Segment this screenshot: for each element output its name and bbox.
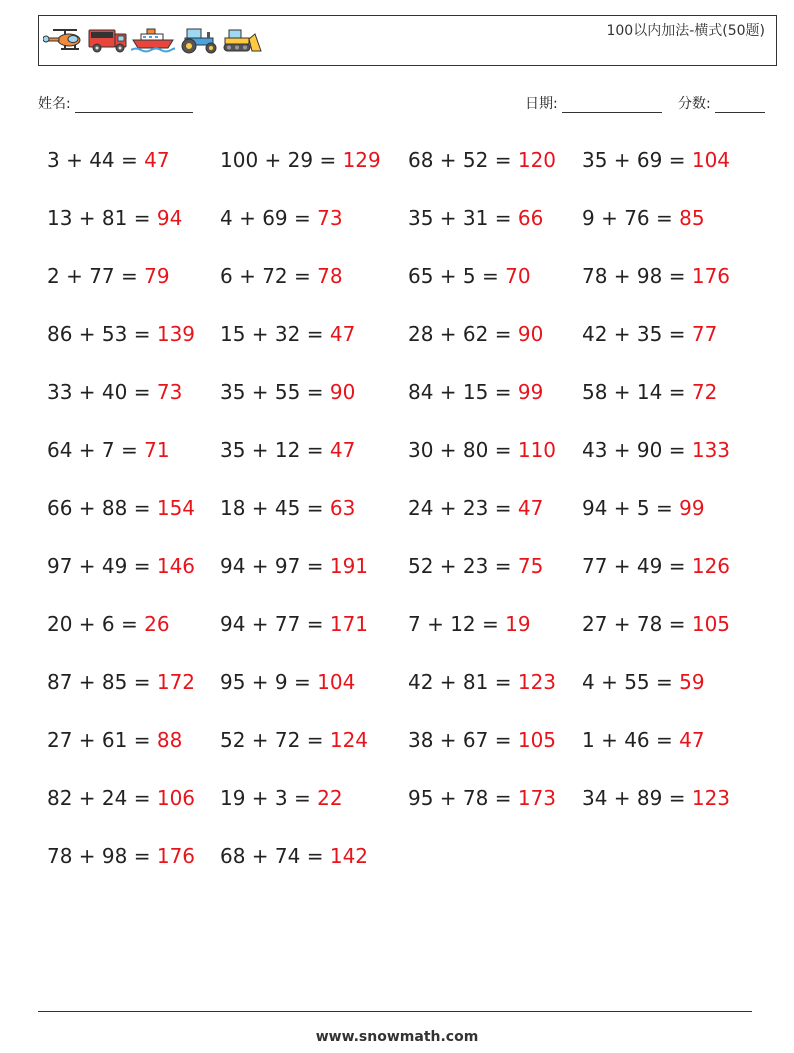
problem-answer: 142 <box>329 844 369 868</box>
problem-question: 52 + 23 = <box>408 554 518 578</box>
problem-answer: 85 <box>679 206 705 230</box>
problem-answer: 126 <box>691 554 731 578</box>
problem <box>220 496 355 520</box>
problem <box>582 496 705 520</box>
problem-question: 94 + 97 = <box>220 554 330 578</box>
problem <box>47 380 182 404</box>
problem-question: 15 + 32 = <box>220 322 330 346</box>
problem-answer: 146 <box>156 554 196 578</box>
bulldozer-icon <box>221 26 263 54</box>
score-line[interactable] <box>715 98 765 113</box>
footer-website: www.snowmath.com <box>315 1029 479 1045</box>
problem-answer: 94 <box>156 206 183 230</box>
problem-answer: 73 <box>156 380 183 404</box>
problem-question: 94 + 5 = <box>582 496 680 520</box>
problem <box>220 148 381 172</box>
problem-question: 33 + 40 = <box>47 380 157 404</box>
problem-answer: 176 <box>156 844 196 868</box>
problem-question: 19 + 3 = <box>220 786 318 810</box>
problem-question: 4 + 69 = <box>220 206 318 230</box>
problem <box>408 206 543 230</box>
problem-question: 86 + 53 = <box>47 322 157 346</box>
problem <box>408 322 543 346</box>
problem <box>582 264 730 288</box>
problem-question: 24 + 23 = <box>408 496 518 520</box>
problem-question: 35 + 55 = <box>220 380 330 404</box>
problem <box>582 148 730 172</box>
problem <box>47 844 195 868</box>
problem-answer: 90 <box>517 322 544 346</box>
problem <box>220 844 368 868</box>
problem-answer: 75 <box>517 554 544 578</box>
problem-question: 42 + 81 = <box>408 670 518 694</box>
problem <box>408 612 531 636</box>
problem <box>582 206 705 230</box>
problem <box>582 438 730 462</box>
problem <box>582 612 730 636</box>
problem-answer: 99 <box>679 496 705 520</box>
problem-question: 78 + 98 = <box>47 844 157 868</box>
worksheet-title: 100以内加法-横式(50题) <box>606 23 765 39</box>
problem-answer: 19 <box>505 612 531 636</box>
tractor-icon <box>177 26 219 54</box>
problem <box>582 786 730 810</box>
problem <box>47 438 170 462</box>
name-line[interactable] <box>75 98 193 113</box>
problem <box>47 148 170 172</box>
date-field <box>525 93 662 113</box>
truck-icon <box>87 26 129 54</box>
problem-question: 95 + 78 = <box>408 786 518 810</box>
problem-question: 78 + 98 = <box>582 264 692 288</box>
problem <box>408 380 543 404</box>
problem <box>220 264 343 288</box>
problem <box>47 670 195 694</box>
problem-question: 100 + 29 = <box>220 148 343 172</box>
problem-question: 27 + 78 = <box>582 612 692 636</box>
helicopter-icon <box>43 26 85 54</box>
problem-answer: 173 <box>517 786 557 810</box>
date-line[interactable] <box>562 98 662 113</box>
problem-answer: 105 <box>691 612 731 636</box>
name-label: 姓名: <box>38 96 71 112</box>
problem-answer: 72 <box>691 380 718 404</box>
problem-answer: 124 <box>329 728 369 752</box>
problem <box>47 496 195 520</box>
problem <box>408 496 543 520</box>
problem-answer: 77 <box>691 322 718 346</box>
problem-answer: 63 <box>329 496 356 520</box>
problem-question: 94 + 77 = <box>220 612 330 636</box>
problem-answer: 172 <box>156 670 196 694</box>
problem <box>408 728 556 752</box>
problem-answer: 104 <box>317 670 356 694</box>
problem <box>582 670 705 694</box>
problem <box>47 322 195 346</box>
problem-question: 4 + 55 = <box>582 670 680 694</box>
problem-question: 18 + 45 = <box>220 496 330 520</box>
problem-answer: 154 <box>156 496 196 520</box>
problem-question: 3 + 44 = <box>47 148 145 172</box>
problem-answer: 123 <box>691 786 731 810</box>
problem-answer: 171 <box>329 612 369 636</box>
problem-answer: 47 <box>329 322 356 346</box>
problem <box>220 322 355 346</box>
problem <box>582 322 717 346</box>
problem-answer: 73 <box>317 206 343 230</box>
vehicle-icons <box>43 26 263 54</box>
problem-answer: 26 <box>144 612 170 636</box>
problem <box>582 728 705 752</box>
problem-question: 87 + 85 = <box>47 670 157 694</box>
problem-answer: 105 <box>517 728 557 752</box>
problem-answer: 104 <box>691 148 731 172</box>
footer-divider <box>38 1011 752 1012</box>
problem-question: 43 + 90 = <box>582 438 692 462</box>
problem-answer: 22 <box>317 786 343 810</box>
ship-icon <box>131 26 175 54</box>
problem <box>47 612 170 636</box>
problem <box>408 148 556 172</box>
problem <box>220 380 355 404</box>
problem-question: 84 + 15 = <box>408 380 518 404</box>
problem <box>220 554 368 578</box>
problem <box>47 728 182 752</box>
score-label: 分数: <box>678 96 711 112</box>
problem <box>408 438 556 462</box>
problem-question: 65 + 5 = <box>408 264 506 288</box>
date-label: 日期: <box>525 96 558 112</box>
problem-question: 20 + 6 = <box>47 612 145 636</box>
problem <box>47 206 182 230</box>
problem <box>47 786 195 810</box>
problem <box>220 786 343 810</box>
problem-question: 6 + 72 = <box>220 264 318 288</box>
problem-question: 77 + 49 = <box>582 554 692 578</box>
problem-answer: 176 <box>691 264 731 288</box>
problem-answer: 129 <box>342 148 381 172</box>
score-field <box>678 93 765 113</box>
problem-answer: 47 <box>679 728 705 752</box>
problem-question: 35 + 31 = <box>408 206 518 230</box>
problem <box>408 786 556 810</box>
problem-question: 64 + 7 = <box>47 438 145 462</box>
problem-question: 9 + 76 = <box>582 206 680 230</box>
problem <box>47 554 195 578</box>
problem-answer: 120 <box>517 148 557 172</box>
problem-answer: 71 <box>144 438 170 462</box>
problem <box>582 554 730 578</box>
problem-question: 1 + 46 = <box>582 728 680 752</box>
problem-question: 66 + 88 = <box>47 496 157 520</box>
problem-answer: 139 <box>156 322 196 346</box>
problem-answer: 99 <box>517 380 544 404</box>
problem <box>408 670 556 694</box>
problem-question: 34 + 89 = <box>582 786 692 810</box>
problem-question: 30 + 80 = <box>408 438 518 462</box>
problem-question: 58 + 14 = <box>582 380 692 404</box>
problem <box>408 554 543 578</box>
problem-answer: 47 <box>144 148 170 172</box>
problem-answer: 66 <box>517 206 544 230</box>
problem-question: 68 + 52 = <box>408 148 518 172</box>
problem-question: 35 + 12 = <box>220 438 330 462</box>
problem-question: 38 + 67 = <box>408 728 518 752</box>
problem-question: 68 + 74 = <box>220 844 330 868</box>
problem-answer: 88 <box>156 728 183 752</box>
problem-question: 35 + 69 = <box>582 148 692 172</box>
problem-question: 82 + 24 = <box>47 786 157 810</box>
problem-answer: 47 <box>329 438 356 462</box>
problem-question: 52 + 72 = <box>220 728 330 752</box>
problem <box>220 728 368 752</box>
problem-question: 7 + 12 = <box>408 612 506 636</box>
problem-answer: 90 <box>329 380 356 404</box>
problem <box>582 380 717 404</box>
problem <box>220 438 355 462</box>
problem-question: 2 + 77 = <box>47 264 145 288</box>
problem-question: 95 + 9 = <box>220 670 318 694</box>
problem-answer: 47 <box>517 496 544 520</box>
problem-answer: 59 <box>679 670 705 694</box>
problem-answer: 110 <box>517 438 557 462</box>
problem-answer: 133 <box>691 438 731 462</box>
problem-question: 97 + 49 = <box>47 554 157 578</box>
problem <box>220 612 368 636</box>
problem <box>220 670 355 694</box>
problem-answer: 123 <box>517 670 557 694</box>
problem-question: 42 + 35 = <box>582 322 692 346</box>
problem-answer: 106 <box>156 786 196 810</box>
name-field <box>38 93 193 113</box>
problem-question: 13 + 81 = <box>47 206 157 230</box>
problem-question: 27 + 61 = <box>47 728 157 752</box>
problem <box>408 264 531 288</box>
problem-question: 28 + 62 = <box>408 322 518 346</box>
problem-answer: 79 <box>144 264 170 288</box>
problem <box>47 264 170 288</box>
header-box <box>38 15 777 66</box>
problem <box>220 206 343 230</box>
problem-answer: 78 <box>317 264 343 288</box>
problem-answer: 191 <box>329 554 369 578</box>
problem-answer: 70 <box>505 264 531 288</box>
